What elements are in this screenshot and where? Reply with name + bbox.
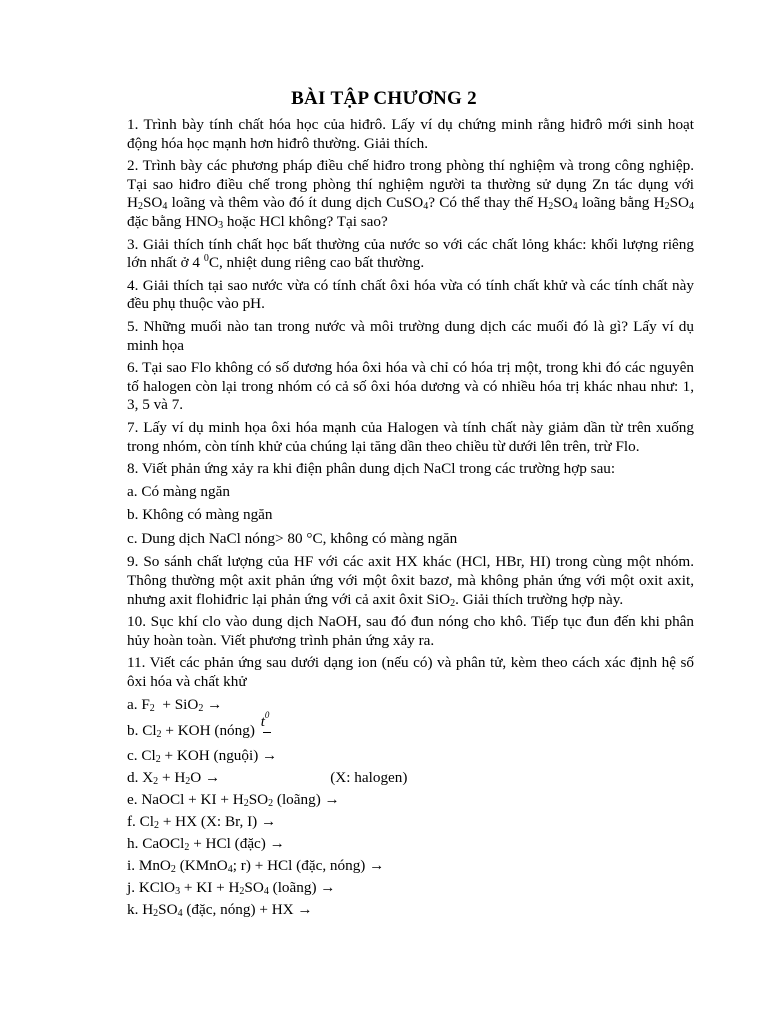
- question-4: 4. Giải thích tại sao nước vừa có tính chất ôxi hóa vừa có tính chất khử và các tính chất này đều phụ thuộc vào pH.: [127, 276, 694, 313]
- equation-a: a. $F_2 + SiO_2$ →: [127, 695, 223, 714]
- equation-c: c. $Cl_2$ + KOH (nguội) →: [127, 746, 278, 765]
- question-8a: a. Có màng ngăn: [127, 482, 230, 500]
- halogen-note: (X: halogen): [330, 768, 408, 786]
- question-7: 7. Lấy ví dụ minh họa ôxi hóa mạnh của Halogen và tính chất này giảm dần từ trên xuống trong nhóm, còn tính khử của chúng lại tăng dần theo chiều từ dưới lên trên, trừ Flo.: [127, 418, 694, 455]
- question-8c: c. Dung dịch NaCl nóng> 80 °C, không có màng ngăn: [127, 529, 458, 547]
- equation-e: e. NaOCl + KI + $H_2SO_2$ (loãng) →: [127, 790, 340, 809]
- equation-b: b. $Cl_2$ + KOH (nóng) $t^0$: [127, 722, 694, 741]
- question-3: 3. Giải thích tính chất học bất thường của nước so với các chất lỏng khác: khối lượng riêng lớn nhất ở 4 $^0$C, nhiệt dung riêng cao bất thường.: [127, 235, 694, 272]
- exercise-list: [127, 116, 694, 923]
- question-1: 1. Trình bày tính chất hóa học của hiđrô. Lấy ví dụ chứng minh rằng hiđrô mới sinh hoạt động hóa học mạnh hơn hiđrô thường. Giải thích.: [127, 116, 694, 152]
- question-2: 2. Trình bày các phương pháp điều chế hiđro trong phòng thí nghiệm và trong công nghiệp. Tại sao hiđro điều chế trong phòng thí nghiệm người ta thường sử dụng Zn tác dụng với $H_2SO_4$ loãng và thêm vào đó ít dung dịch CuSO$_4$? Có thể thay thế $H_2SO_4$ loãng bằng $H_2SO_4$ đặc bằng $HNO_3$ hoặc HCl không? Tại sao?: [127, 157, 694, 231]
- page-title: BÀI TẬP CHƯƠNG 2: [291, 88, 477, 109]
- question-11: 11. Viết các phản ứng sau dưới dạng ion (nếu có) và phân tử, kèm theo cách xác định hệ số ôxi hóa và chất khử: [127, 654, 694, 691]
- question-8: 8. Viết phản ứng xảy ra khi điện phân dung dịch NaCl trong các trường hợp sau:: [127, 460, 616, 478]
- equation-k: k. $H_2SO_4$ (đặc, nóng) + HX →: [127, 900, 313, 919]
- question-9: 9. So sánh chất lượng của HF với các axit HX khác (HCl, HBr, HI) trong cùng một nhóm. Thông thường một axit phản ứng với một ôxit bazơ, mà không phản ứng với một oxit axit, nhưng axit flohiđric lại phản ứng với cả axit ôxit SiO$_2$. Giải thích trường hợp này.: [127, 553, 694, 609]
- equation-f: f. $Cl_2$ + HX (X: Br, I) →: [127, 812, 277, 831]
- question-8b: b. Không có màng ngăn: [127, 506, 273, 524]
- question-5: 5. Những muối nào tan trong nước và môi trường dung dịch các muối đó là gì? Lấy ví dụ minh họa: [127, 317, 694, 354]
- equation-j: j. KClO$_3$ + KI + $H_2SO_4$ (loãng) →: [127, 878, 336, 897]
- equation-i: i. MnO$_2$ (KMnO$_4$; r) + HCl (đặc, nóng) →: [127, 856, 385, 875]
- heat-arrow-icon: $t^0$: [259, 722, 273, 738]
- equation-d: d. $X_2 + H_2O \to (X$: halogen): [127, 768, 408, 787]
- equation-h: h. CaOCl$_2$ + HCl (đặc) →: [127, 834, 285, 853]
- question-6: 6. Tại sao Flo không có số dương hóa ôxi hóa và chỉ có hóa trị một, trong khi đó các nguyên tố halogen còn lại trong nhóm có cả số ôxi hóa dương và có nhiều hóa trị khác nhau như: 1, 3, 5 và 7.: [127, 359, 694, 414]
- question-10: 10. Sục khí clo vào dung dịch NaOH, sau đó đun nóng cho khô. Tiếp tục đun đến khi phân hủy hoàn toàn. Viết phương trình phản ứng xảy ra.: [127, 613, 694, 649]
